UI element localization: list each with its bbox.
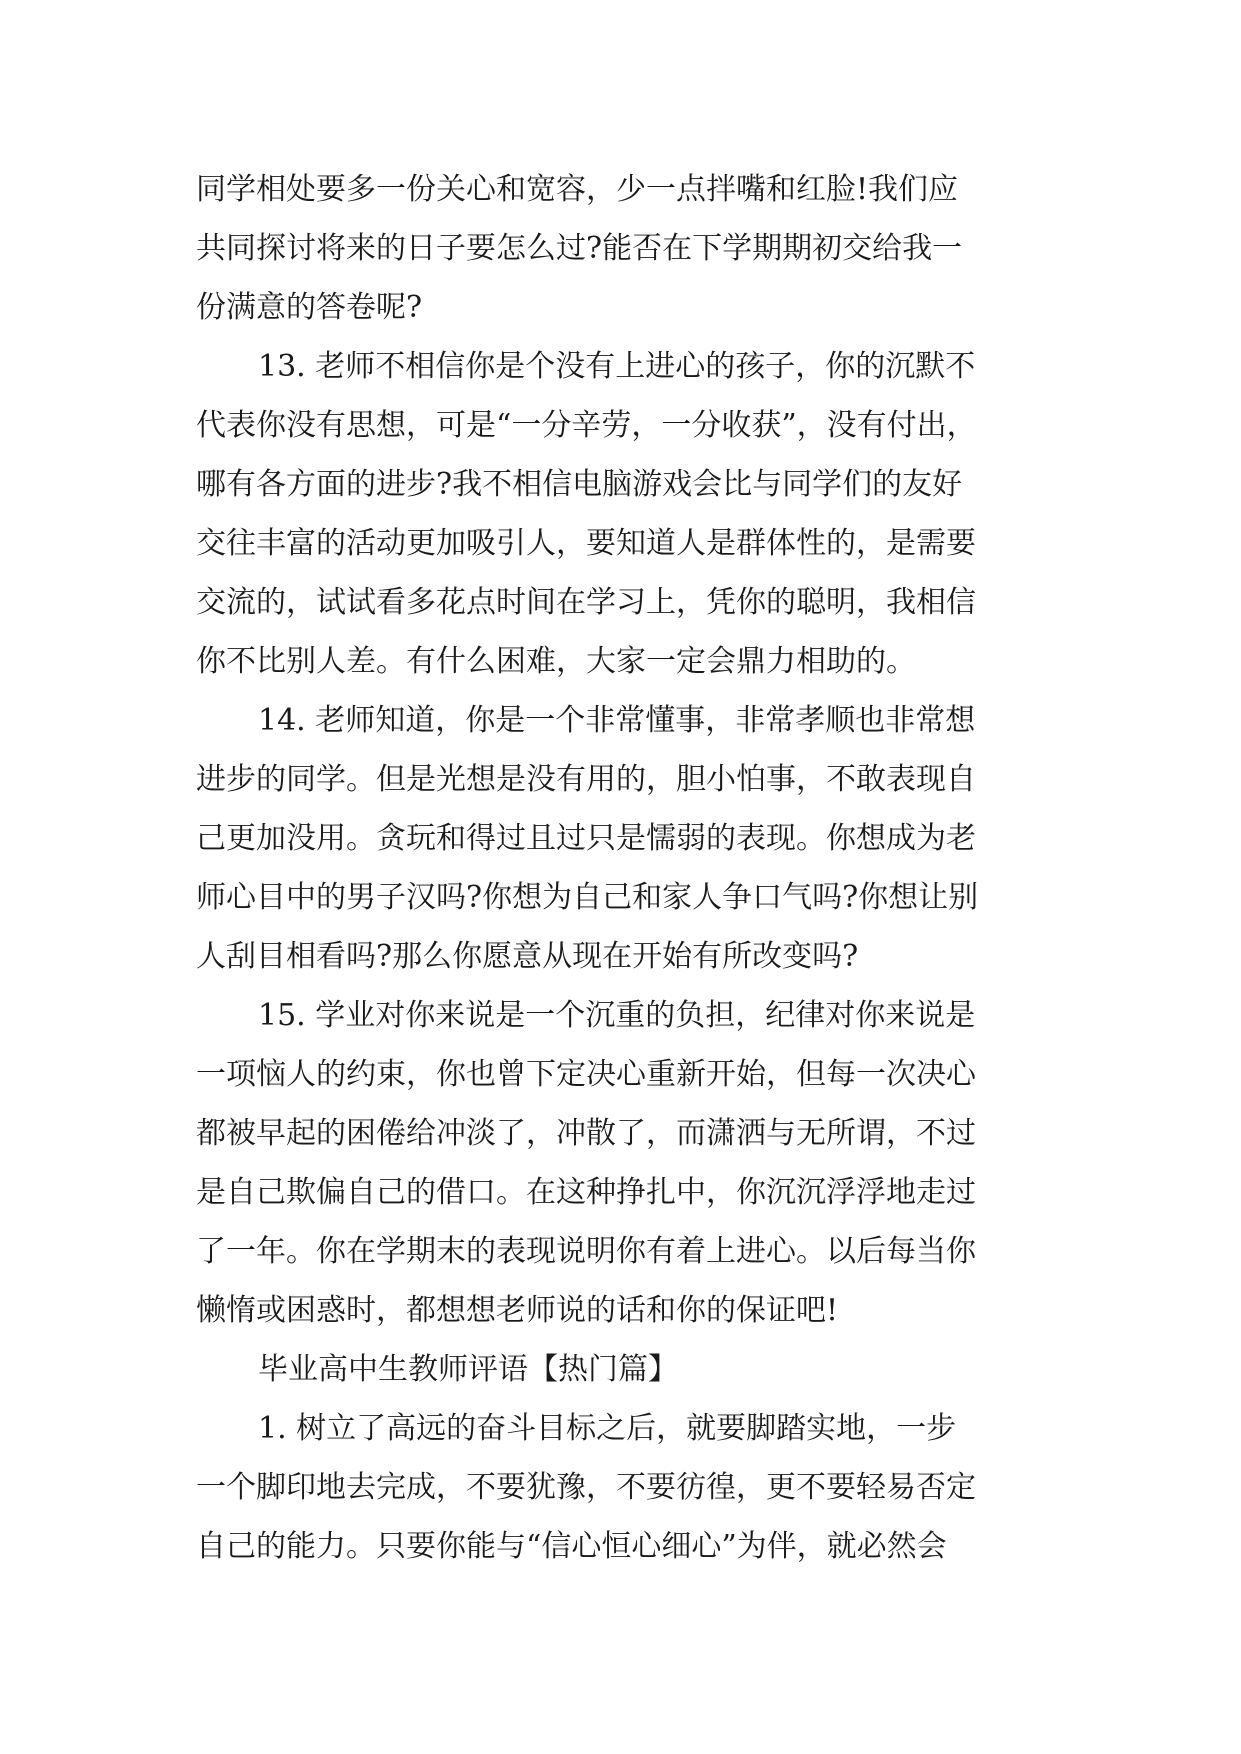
- paragraph-1-start: 1. 树立了高远的奋斗目标之后，就要脚踏实地，一步: [258, 1411, 957, 1446]
- text-line: 人刮目相看吗?那么你愿意从现在开始有所改变吗?: [196, 939, 859, 974]
- text-line: 你不比别人差。有什么困难，大家一定会鼎力相助的。: [196, 644, 916, 679]
- text-line: 都被早起的困倦给冲淡了，冲散了，而潇洒与无所谓，不过: [196, 1116, 976, 1151]
- text-line: 交流的，试试看多花点时间在学习上，凭你的聪明，我相信: [196, 585, 976, 620]
- text-line: 一项恼人的约束，你也曾下定决心重新开始，但每一次决心: [196, 1057, 976, 1092]
- text-line: 自己的能力。只要你能与“信心恒心细心”为伴，就必然会: [196, 1529, 947, 1564]
- text-line: 哪有各方面的进步?我不相信电脑游戏会比与同学们的友好: [196, 467, 963, 502]
- text-line: 了一年。你在学期末的表现说明你有着上进心。以后每当你: [196, 1234, 976, 1269]
- paragraph-14-start: 14. 老师知道，你是一个非常懂事，非常孝顺也非常想: [258, 703, 976, 738]
- text-line: 是自己欺偏自己的借口。在这种挣扎中，你沉沉浮浮地走过: [196, 1175, 976, 1210]
- text-line: 份满意的答卷呢?: [196, 290, 423, 325]
- text-line: 交往丰富的活动更加吸引人，要知道人是群体性的，是需要: [196, 526, 976, 561]
- text-line: 一个脚印地去完成，不要犹豫，不要彷徨，更不要轻易否定: [196, 1470, 976, 1505]
- text-line: 代表你没有思想，可是“一分辛劳，一分收获”，没有付出，: [196, 408, 977, 443]
- text-line: 懒惰或困惑时，都想想老师说的话和你的保证吧!: [196, 1293, 839, 1328]
- document-body: [196, 160, 1056, 1576]
- text-line: 师心目中的男子汉吗?你想为自己和家人争口气吗?你想让别: [196, 880, 979, 915]
- text-line: 共同探讨将来的日子要怎么过?能否在下学期期初交给我一: [196, 231, 963, 266]
- paragraph-13-start: 13. 老师不相信你是个没有上进心的孩子，你的沉默不: [258, 349, 976, 384]
- text-line: 己更加没用。贪玩和得过且过只是懦弱的表现。你想成为老: [196, 821, 976, 856]
- paragraph-15-start: 15. 学业对你来说是一个沉重的负担，纪律对你来说是: [258, 998, 976, 1033]
- section-heading: 毕业高中生教师评语【热门篇】: [258, 1352, 678, 1387]
- text-line: 同学相处要多一份关心和宽容，少一点拌嘴和红脸!我们应: [196, 172, 959, 207]
- text-line: 进步的同学。但是光想是没有用的，胆小怕事，不敢表现自: [196, 762, 976, 797]
